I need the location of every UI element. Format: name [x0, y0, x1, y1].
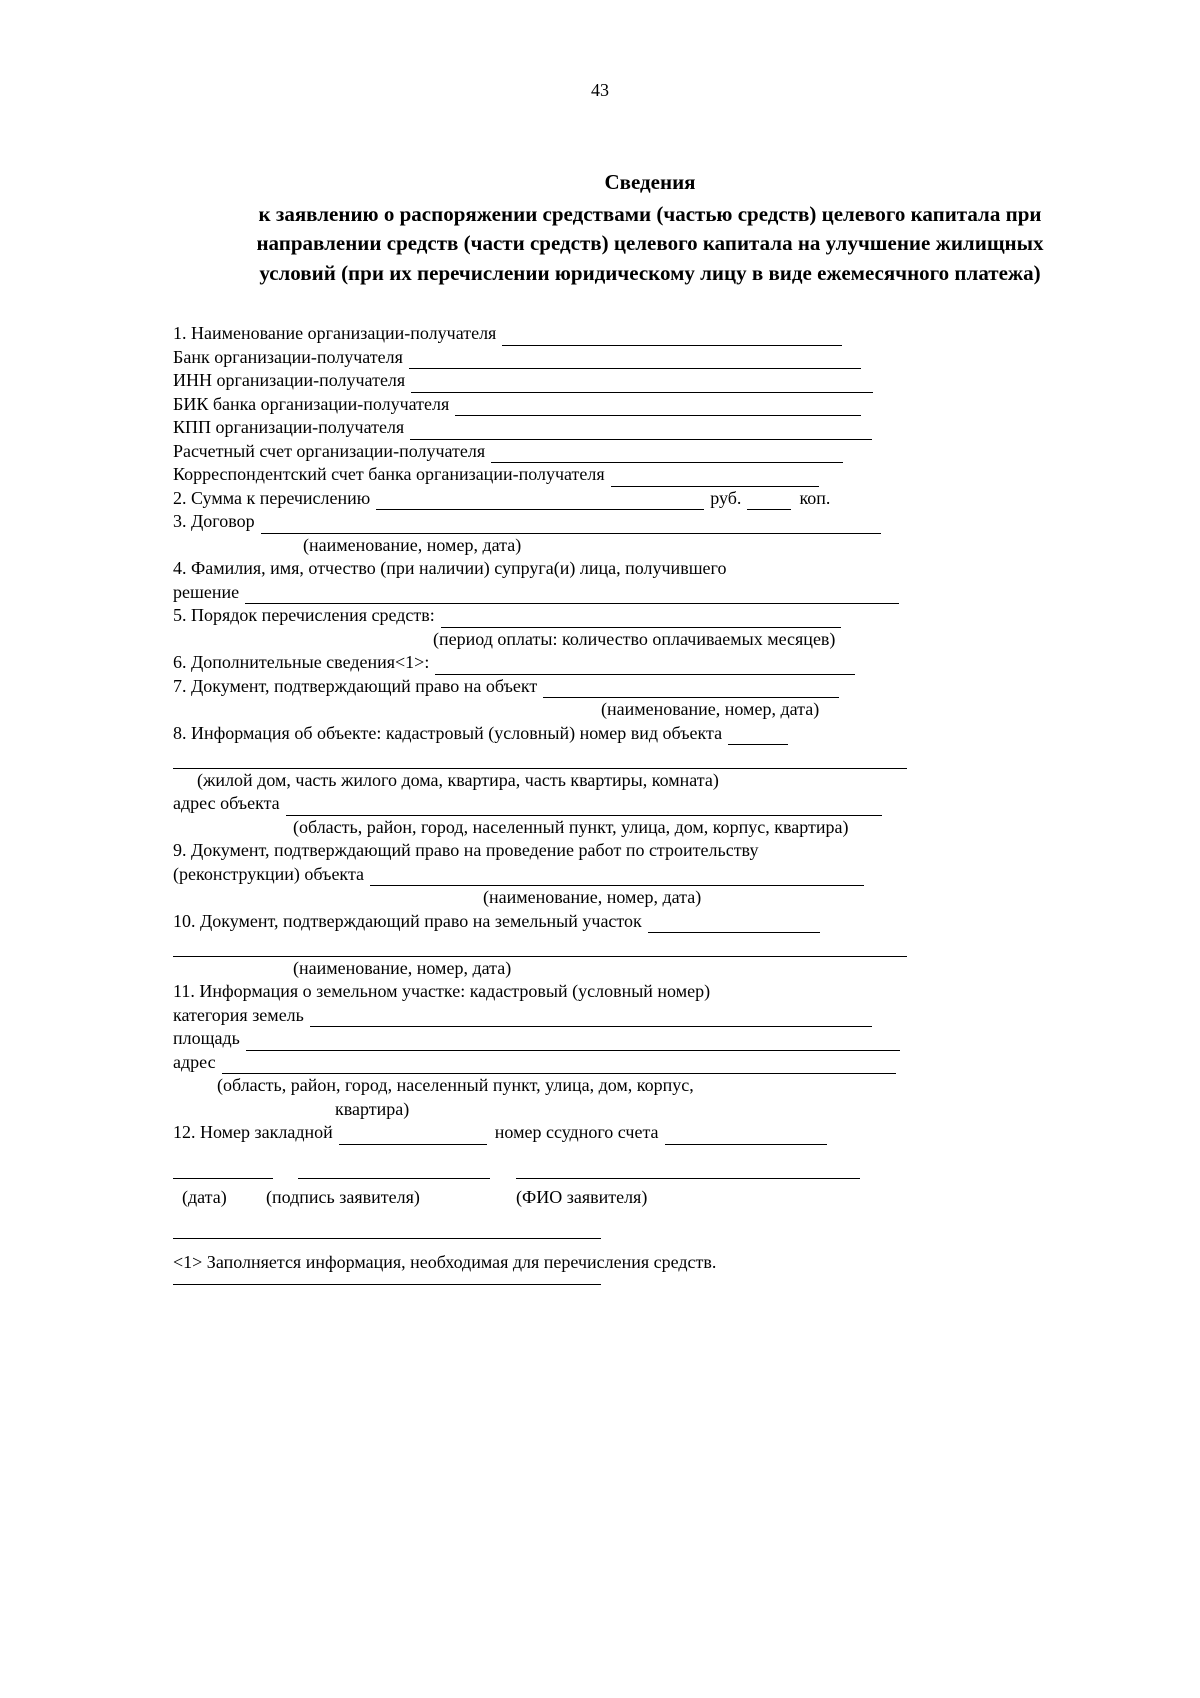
field-additional [173, 651, 1103, 675]
field-bank [173, 346, 1103, 370]
field-label: 7. Документ, подтверждающий право на объект [173, 675, 538, 696]
field-land-address [173, 1051, 1103, 1075]
hint-text: (наименование, номер, дата) [483, 887, 702, 907]
field-label: 4. Фамилия, имя, отчество (при наличии) супруга(и) лица, получившего [173, 558, 727, 578]
hint-text: (область, район, город, населенный пункт, улица, дом, корпус, квартира) [293, 816, 849, 837]
field-object-blank [173, 745, 1103, 769]
field-label: 8. Информация об объекте: кадастровый (условный) номер вид объекта [173, 722, 723, 743]
field-mortgage [173, 1121, 1103, 1145]
field-label: 6. Дополнительные сведения<1>: [173, 652, 430, 672]
blank-line[interactable] [410, 422, 872, 440]
field-hint [173, 769, 1103, 793]
field-ownership-doc [173, 675, 1103, 699]
field-spouse-line-1 [173, 557, 1103, 581]
field-object-address [173, 792, 1103, 816]
field-construction-doc-line-1 [173, 839, 1103, 863]
mortgage-number-blank[interactable] [339, 1127, 487, 1145]
document-subtitle-line-3: условий (при их перечислении юридическому лицу в виде ежемесячного платежа) [259, 261, 1041, 285]
hint-text: (жилой дом, часть жилого дома, квартира, часть квартиры, комната) [197, 769, 719, 790]
field-label: 12. Номер закладной [173, 1122, 333, 1142]
field-corr-account [173, 463, 1103, 487]
field-hint [173, 957, 1103, 981]
field-label: номер ссудного счета [494, 1122, 659, 1142]
blank-line[interactable] [543, 680, 839, 698]
form-body [173, 322, 1103, 1145]
field-kpp [173, 416, 1103, 440]
field-inn [173, 369, 1103, 393]
blank-line[interactable] [502, 328, 842, 346]
field-label: Корреспондентский счет банка организации-получателя [173, 464, 605, 484]
loan-account-blank[interactable] [665, 1127, 827, 1145]
field-label: 9. Документ, подтверждающий право на проведение работ по строительству [173, 840, 759, 860]
blank-line[interactable] [409, 351, 861, 369]
field-land-area [173, 1027, 1103, 1051]
amount-kop-blank[interactable] [747, 492, 791, 510]
date-signature-line[interactable] [173, 1178, 273, 1179]
field-account [173, 440, 1103, 464]
blank-line[interactable] [441, 610, 841, 628]
blank-line[interactable] [611, 469, 819, 487]
signature-caption: (подпись заявителя) [266, 1187, 420, 1207]
field-land-info [173, 980, 1103, 1004]
field-label: БИК банка организации-получателя [173, 393, 450, 414]
field-hint [173, 534, 1103, 558]
field-land-category [173, 1004, 1103, 1028]
blank-line[interactable] [370, 868, 864, 886]
field-label: 5. Порядок перечисления средств: [173, 605, 435, 625]
field-label: 3. Договор [173, 511, 255, 531]
blank-line[interactable] [222, 1056, 896, 1074]
field-label: адрес [173, 1051, 216, 1072]
field-label: 11. Информация о земельном участке: кадастровый (условный номер) [173, 981, 711, 1001]
blank-line[interactable] [411, 375, 873, 393]
field-land-blank [173, 933, 1103, 957]
field-label: Банк организации-получателя [173, 346, 403, 367]
field-label: Расчетный счет организации-получателя [173, 440, 486, 461]
field-land-doc [173, 910, 1103, 934]
amount-rub-blank[interactable] [376, 492, 704, 510]
field-spouse-line-2 [173, 581, 1103, 605]
field-label: 2. Сумма к перечислению [173, 487, 371, 508]
field-label: площадь [173, 1028, 240, 1048]
blank-line[interactable] [455, 398, 861, 416]
field-label: 10. Документ, подтверждающий право на земельный участок [173, 910, 642, 931]
hint-text: (наименование, номер, дата) [303, 534, 522, 555]
footnote: <1> Заполняется информация, необходимая для перечисления средств. [173, 1252, 717, 1272]
hint-text: (наименование, номер, дата) [293, 957, 512, 978]
field-recipient-name [173, 322, 1103, 346]
blank-line[interactable] [491, 445, 843, 463]
field-hint [173, 628, 1103, 652]
blank-line[interactable] [648, 915, 820, 933]
document-title: Сведения [604, 170, 696, 194]
field-hint [173, 816, 1103, 840]
field-label: категория земель [173, 1004, 304, 1025]
footnote-divider [173, 1284, 601, 1285]
field-amount [173, 487, 1103, 511]
blank-line[interactable] [310, 1009, 872, 1027]
blank-line[interactable] [435, 657, 855, 675]
page-number: 43 [591, 80, 609, 100]
document-subtitle-line-1: к заявлению о распоряжении средствами (частью средств) целевого капитала при [258, 202, 1042, 226]
field-contract [173, 510, 1103, 534]
kop-label: коп. [799, 487, 831, 508]
field-label: 1. Наименование организации-получателя [173, 323, 497, 343]
blank-line[interactable] [286, 798, 882, 816]
hint-text: (наименование, номер, дата) [601, 699, 820, 719]
field-label: (реконструкции) объекта [173, 863, 365, 884]
field-label: адрес объекта [173, 793, 280, 813]
field-hint [173, 1074, 1103, 1098]
field-hint [173, 1098, 1103, 1122]
field-label: КПП организации-получателя [173, 417, 405, 437]
blank-line[interactable] [245, 586, 899, 604]
document-subtitle-line-2: направлении средств (части средств) целевого капитала на улучшение жилищных [256, 231, 1044, 255]
hint-text: (период оплаты: количество оплачиваемых месяцев) [433, 628, 836, 649]
field-label: ИНН организации-получателя [173, 370, 406, 390]
field-object-info [173, 722, 1103, 746]
blank-line[interactable] [246, 1033, 900, 1051]
blank-line[interactable] [261, 516, 881, 534]
date-caption: (дата) [182, 1187, 227, 1207]
field-bik [173, 393, 1103, 417]
blank-line[interactable] [173, 939, 907, 957]
field-label: решение [173, 581, 240, 602]
field-construction-doc-line-2 [173, 863, 1103, 887]
blank-line[interactable] [173, 751, 907, 769]
hint-text: квартира) [335, 1098, 410, 1119]
footnote-divider [173, 1238, 601, 1239]
blank-line[interactable] [728, 727, 788, 745]
field-hint [173, 886, 1103, 910]
name-caption: (ФИО заявителя) [516, 1187, 648, 1207]
hint-text: (область, район, город, населенный пункт, улица, дом, корпус, [217, 1075, 694, 1095]
field-transfer-order [173, 604, 1103, 628]
signature-line[interactable] [298, 1178, 490, 1179]
name-signature-line[interactable] [516, 1178, 860, 1179]
field-hint [173, 698, 1103, 722]
rub-label: руб. [710, 487, 742, 508]
